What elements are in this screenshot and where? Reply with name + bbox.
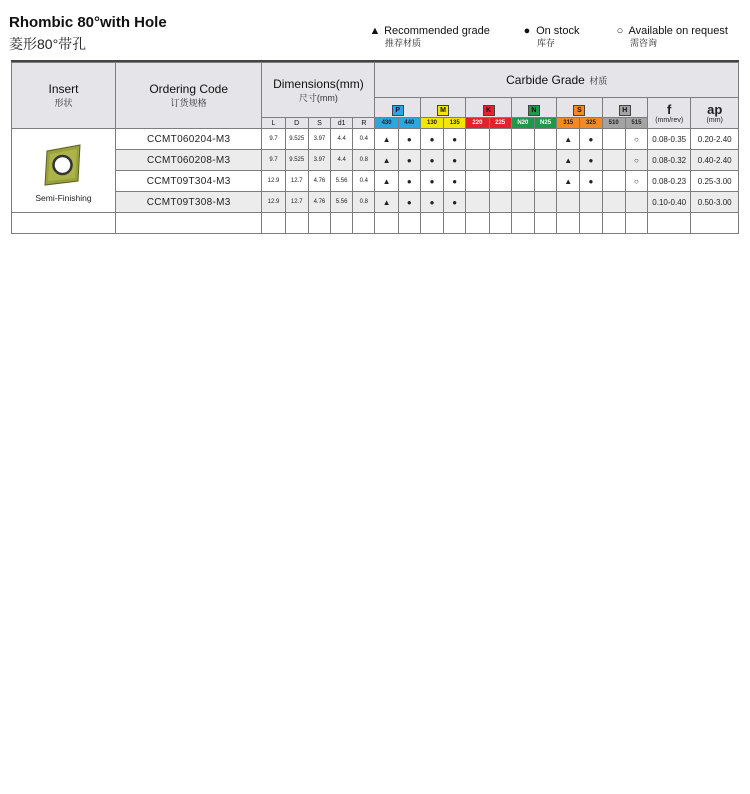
- grade-cell: [489, 129, 511, 150]
- on-stock-mark: ●: [580, 129, 602, 150]
- on-stock-mark: ●: [420, 192, 443, 213]
- dimension-value: 4.76: [308, 192, 330, 213]
- dimension-value: 4.76: [308, 171, 330, 192]
- grade-label: 510: [602, 118, 625, 129]
- on-stock-mark: ●: [398, 150, 420, 171]
- group-k: [466, 98, 511, 118]
- group-n: [511, 98, 556, 118]
- dimension-value: 9.7: [262, 129, 285, 150]
- grade-cell: [602, 192, 625, 213]
- grade-cell: [511, 192, 534, 213]
- dim-label: d1: [331, 118, 353, 129]
- depth-range: 0.50-3.00: [691, 192, 739, 213]
- legend-recommended: [369, 25, 490, 49]
- dimension-value: 3.97: [308, 129, 330, 150]
- grade-cell: [511, 129, 534, 150]
- grade-cell: [602, 129, 625, 150]
- table-row: [12, 192, 739, 213]
- empty-cell: [285, 213, 308, 234]
- grade-cell: [580, 192, 602, 213]
- on-stock-mark: ●: [420, 129, 443, 150]
- table-row: [12, 150, 739, 171]
- feed-range: 0.08-0.35: [648, 129, 691, 150]
- grade-label: 225: [489, 118, 511, 129]
- grade-label: 325: [580, 118, 602, 129]
- empty-cell: [534, 213, 556, 234]
- page-subtitle: 菱形80°带孔: [9, 36, 87, 52]
- grade-cell: [511, 171, 534, 192]
- empty-cell: [489, 213, 511, 234]
- header-dimensions: Dimensions(mm) 尺寸(mm): [262, 63, 375, 118]
- grade-label: N25: [534, 118, 556, 129]
- dimension-value: 0.8: [353, 192, 375, 213]
- grade-cell: [466, 129, 489, 150]
- header-f: f (mm/rev): [648, 98, 691, 129]
- on-stock-mark: ●: [444, 171, 466, 192]
- on-stock-mark: ●: [580, 150, 602, 171]
- empty-cell: [331, 213, 353, 234]
- feed-range: 0.08-0.32: [648, 150, 691, 171]
- empty-cell: [444, 213, 466, 234]
- legend-label: Available on request: [628, 25, 728, 37]
- ordering-code: CCMT09T308-M3: [115, 192, 261, 213]
- ordering-code: CCMT060208-M3: [115, 150, 261, 171]
- dimension-value: 3.97: [308, 150, 330, 171]
- recommended-grade-mark: ▲: [375, 150, 398, 171]
- recommended-grade-mark: ▲: [375, 129, 398, 150]
- empty-cell: [262, 213, 285, 234]
- group-badge: H: [619, 105, 631, 116]
- grade-cell: [602, 150, 625, 171]
- dimension-value: 5.56: [331, 192, 353, 213]
- grade-cell: [534, 171, 556, 192]
- on-request-mark: ○: [625, 129, 647, 150]
- empty-cell: [375, 213, 398, 234]
- dimension-value: 0.4: [353, 129, 375, 150]
- group-p: [375, 98, 420, 118]
- empty-cell: [466, 213, 489, 234]
- group-m: [420, 98, 465, 118]
- grade-cell: [489, 171, 511, 192]
- dim-label: L: [262, 118, 285, 129]
- legend-sub: 推荐材质: [385, 38, 422, 48]
- product-table: [11, 62, 739, 234]
- recommended-grade-mark: ▲: [375, 192, 398, 213]
- dimension-value: 4.4: [331, 129, 353, 150]
- grade-cell: [557, 192, 580, 213]
- grade-cell: [466, 150, 489, 171]
- page-title: Rhombic 80°with Hole: [9, 14, 167, 31]
- on-stock-mark: ●: [444, 150, 466, 171]
- group-s: [557, 98, 602, 118]
- dimension-value: 9.525: [285, 129, 308, 150]
- circle-icon: ○: [616, 25, 624, 37]
- on-stock-mark: ●: [398, 129, 420, 150]
- empty-cell: [308, 213, 330, 234]
- on-stock-mark: ●: [398, 171, 420, 192]
- table-row: [12, 129, 739, 150]
- table-row: [12, 213, 739, 234]
- group-h: [602, 98, 647, 118]
- recommended-grade-mark: ▲: [557, 129, 580, 150]
- feed-range: 0.10-0.40: [648, 192, 691, 213]
- group-badge: N: [528, 105, 540, 116]
- grade-cell: [489, 192, 511, 213]
- dimension-value: 0.8: [353, 150, 375, 171]
- empty-cell: [557, 213, 580, 234]
- on-request-mark: ○: [625, 150, 647, 171]
- empty-cell: [115, 213, 261, 234]
- legend-label: Recommended grade: [384, 25, 490, 37]
- empty-cell: [602, 213, 625, 234]
- recommended-grade-mark: ▲: [557, 150, 580, 171]
- recommended-grade-mark: ▲: [375, 171, 398, 192]
- grade-label: 135: [444, 118, 466, 129]
- on-stock-mark: ●: [420, 171, 443, 192]
- on-stock-mark: ●: [444, 192, 466, 213]
- group-badge: K: [483, 105, 495, 116]
- grade-cell: [625, 192, 647, 213]
- table-row: [12, 171, 739, 192]
- on-stock-mark: ●: [580, 171, 602, 192]
- empty-cell: [511, 213, 534, 234]
- insert-image-cell: [12, 129, 116, 213]
- depth-range: 0.25-3.00: [691, 171, 739, 192]
- on-stock-mark: ●: [420, 150, 443, 171]
- grade-cell: [534, 150, 556, 171]
- dimension-value: 4.4: [331, 150, 353, 171]
- dimension-value: 9.7: [262, 150, 285, 171]
- dimension-value: 12.7: [285, 171, 308, 192]
- grade-cell: [534, 192, 556, 213]
- empty-cell: [691, 213, 739, 234]
- insert-label: Semi-Finishing: [35, 192, 92, 203]
- on-request-mark: ○: [625, 171, 647, 192]
- rhombic-insert-icon: [40, 143, 86, 187]
- on-stock-mark: ●: [398, 192, 420, 213]
- dim-label: D: [285, 118, 308, 129]
- legend-on-stock: [521, 25, 579, 49]
- group-badge: S: [573, 105, 585, 116]
- ordering-code: CCMT060204-M3: [115, 129, 261, 150]
- group-badge: M: [437, 105, 449, 116]
- empty-cell: [420, 213, 443, 234]
- legend-label: On stock: [536, 25, 580, 37]
- grade-label: 430: [375, 118, 398, 129]
- grade-label: 130: [420, 118, 443, 129]
- triangle-icon: ▲: [369, 25, 381, 37]
- dimension-value: 0.4: [353, 171, 375, 192]
- dimension-value: 12.9: [262, 192, 285, 213]
- grade-label: 315: [557, 118, 580, 129]
- dot-icon: ●: [523, 25, 531, 37]
- grade-label: 515: [625, 118, 647, 129]
- group-badge: P: [392, 105, 404, 116]
- header-ap: ap (mm): [691, 98, 739, 129]
- dim-label: S: [308, 118, 330, 129]
- dimension-value: 5.56: [331, 171, 353, 192]
- grade-cell: [466, 171, 489, 192]
- empty-cell: [12, 213, 116, 234]
- dimension-value: 9.525: [285, 150, 308, 171]
- legend-sub: 需咨询: [630, 38, 658, 48]
- grade-label: 220: [466, 118, 489, 129]
- dimension-value: 12.9: [262, 171, 285, 192]
- grade-cell: [511, 150, 534, 171]
- dim-label: R: [353, 118, 375, 129]
- grade-cell: [489, 150, 511, 171]
- grade-cell: [466, 192, 489, 213]
- empty-cell: [648, 213, 691, 234]
- header-insert: Insert 形状: [12, 63, 116, 129]
- grade-cell: [534, 129, 556, 150]
- recommended-grade-mark: ▲: [557, 171, 580, 192]
- grade-label: N20: [511, 118, 534, 129]
- empty-cell: [580, 213, 602, 234]
- empty-cell: [625, 213, 647, 234]
- grade-cell: [602, 171, 625, 192]
- ordering-code: CCMT09T304-M3: [115, 171, 261, 192]
- on-stock-mark: ●: [444, 129, 466, 150]
- dimension-value: 12.7: [285, 192, 308, 213]
- empty-cell: [353, 213, 375, 234]
- legend-on-request: [614, 25, 728, 49]
- header-carbide-grade: Carbide Grade 材质: [375, 63, 739, 98]
- depth-range: 0.20-2.40: [691, 129, 739, 150]
- grade-label: 440: [398, 118, 420, 129]
- feed-range: 0.08-0.23: [648, 171, 691, 192]
- depth-range: 0.40-2.40: [691, 150, 739, 171]
- header-ordering-code: Ordering Code 订货规格: [115, 63, 261, 129]
- legend-sub: 库存: [537, 38, 556, 48]
- empty-cell: [398, 213, 420, 234]
